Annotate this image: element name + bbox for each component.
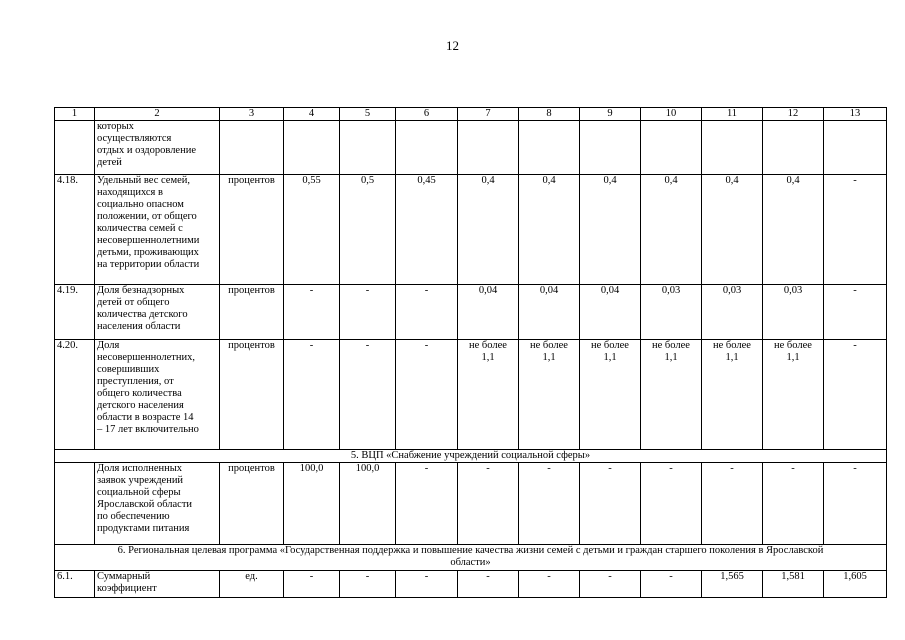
indicator-name-cell: Доля несовершеннолетних, совершивших преступления, от общего количества детского населения области в возрасте 14 – 17 лет включительно xyxy=(95,340,220,450)
value-cell xyxy=(763,121,824,175)
indicator-name-cell: Суммарный коэффициент xyxy=(95,571,220,598)
column-header: 7 xyxy=(458,108,519,121)
value-cell xyxy=(641,121,702,175)
value-cell: 1,565 xyxy=(702,571,763,598)
value-cell: 0,04 xyxy=(519,285,580,340)
value-cell: 100,0 xyxy=(284,463,340,545)
column-header: 9 xyxy=(580,108,641,121)
section-title: 5. ВЦП «Снабжение учреждений социальной сферы» xyxy=(55,450,887,463)
value-cell xyxy=(519,121,580,175)
value-cell: не более 1,1 xyxy=(458,340,519,450)
row-number-cell xyxy=(55,463,95,545)
value-cell: 0,03 xyxy=(763,285,824,340)
value-cell: - xyxy=(763,463,824,545)
value-cell: 0,5 xyxy=(340,175,396,285)
row-number-cell xyxy=(55,121,95,175)
value-cell: 0,4 xyxy=(702,175,763,285)
value-cell: - xyxy=(458,463,519,545)
value-cell: - xyxy=(396,463,458,545)
value-cell: 0,4 xyxy=(458,175,519,285)
value-cell: 0,4 xyxy=(580,175,641,285)
section-header-row xyxy=(55,450,887,463)
value-cell: - xyxy=(580,463,641,545)
value-cell: - xyxy=(396,571,458,598)
column-header: 4 xyxy=(284,108,340,121)
column-header: 13 xyxy=(824,108,887,121)
value-cell: 0,03 xyxy=(641,285,702,340)
value-cell: 0,4 xyxy=(641,175,702,285)
value-cell xyxy=(702,121,763,175)
value-cell: 0,03 xyxy=(702,285,763,340)
value-cell xyxy=(284,121,340,175)
unit-cell xyxy=(220,121,284,175)
column-header: 8 xyxy=(519,108,580,121)
table-row-4-19 xyxy=(55,285,887,340)
column-header: 6 xyxy=(396,108,458,121)
value-cell: - xyxy=(284,571,340,598)
value-cell: - xyxy=(340,571,396,598)
table-row-4-20 xyxy=(55,340,887,450)
unit-cell: процентов xyxy=(220,463,284,545)
indicator-name-cell: Доля безнадзорных детей от общего количества детского населения области xyxy=(95,285,220,340)
column-header: 2 xyxy=(95,108,220,121)
value-cell: не более 1,1 xyxy=(702,340,763,450)
value-cell: - xyxy=(641,463,702,545)
page-number: 12 xyxy=(446,38,459,53)
value-cell: - xyxy=(580,571,641,598)
column-header: 1 xyxy=(55,108,95,121)
value-cell: 0,45 xyxy=(396,175,458,285)
value-cell: - xyxy=(284,285,340,340)
row-number-cell: 4.18. xyxy=(55,175,95,285)
section-title: 6. Региональная целевая программа «Государственная поддержка и повышение качества жизни семей с детьми и граждан старшего поколения в Ярославской области» xyxy=(55,545,887,571)
value-cell: - xyxy=(458,571,519,598)
section-header-row xyxy=(55,545,887,571)
row-number-cell: 4.20. xyxy=(55,340,95,450)
value-cell: - xyxy=(641,571,702,598)
value-cell xyxy=(340,121,396,175)
column-header: 11 xyxy=(702,108,763,121)
value-cell: - xyxy=(824,175,887,285)
unit-cell: ед. xyxy=(220,571,284,598)
value-cell: - xyxy=(396,285,458,340)
indicators-table xyxy=(54,107,887,598)
table-row-continuation xyxy=(55,121,887,175)
value-cell: - xyxy=(824,285,887,340)
value-cell: - xyxy=(519,571,580,598)
value-cell: 0,55 xyxy=(284,175,340,285)
indicator-name-cell: Удельный вес семей, находящихся в социально опасном положении, от общего количества семей с несовершеннолетними детьми, проживающих на территории области xyxy=(95,175,220,285)
value-cell: 0,04 xyxy=(458,285,519,340)
table-header-row xyxy=(55,108,887,121)
indicator-name-cell: которых осуществляются отдых и оздоровление детей xyxy=(95,121,220,175)
value-cell: не более 1,1 xyxy=(580,340,641,450)
column-header: 10 xyxy=(641,108,702,121)
unit-cell: процентов xyxy=(220,175,284,285)
indicator-name-cell: Доля исполненных заявок учреждений социальной сферы Ярославской области по обеспечению продуктами питания xyxy=(95,463,220,545)
table-row-6-1 xyxy=(55,571,887,598)
value-cell: - xyxy=(702,463,763,545)
column-header: 5 xyxy=(340,108,396,121)
unit-cell: процентов xyxy=(220,340,284,450)
value-cell: не более 1,1 xyxy=(519,340,580,450)
value-cell: 1,605 xyxy=(824,571,887,598)
value-cell: 100,0 xyxy=(340,463,396,545)
table-row-4-18 xyxy=(55,175,887,285)
value-cell: - xyxy=(284,340,340,450)
value-cell: 0,04 xyxy=(580,285,641,340)
table-row-5 xyxy=(55,463,887,545)
value-cell xyxy=(396,121,458,175)
value-cell: 0,4 xyxy=(763,175,824,285)
value-cell xyxy=(824,121,887,175)
value-cell: - xyxy=(519,463,580,545)
value-cell: - xyxy=(396,340,458,450)
row-number-cell: 6.1. xyxy=(55,571,95,598)
value-cell: 1,581 xyxy=(763,571,824,598)
value-cell xyxy=(458,121,519,175)
row-number-cell: 4.19. xyxy=(55,285,95,340)
value-cell: - xyxy=(824,340,887,450)
column-header: 3 xyxy=(220,108,284,121)
column-header: 12 xyxy=(763,108,824,121)
value-cell: - xyxy=(340,285,396,340)
value-cell xyxy=(580,121,641,175)
value-cell: - xyxy=(340,340,396,450)
value-cell: не более 1,1 xyxy=(763,340,824,450)
value-cell: 0,4 xyxy=(519,175,580,285)
unit-cell: процентов xyxy=(220,285,284,340)
value-cell: не более 1,1 xyxy=(641,340,702,450)
value-cell: - xyxy=(824,463,887,545)
